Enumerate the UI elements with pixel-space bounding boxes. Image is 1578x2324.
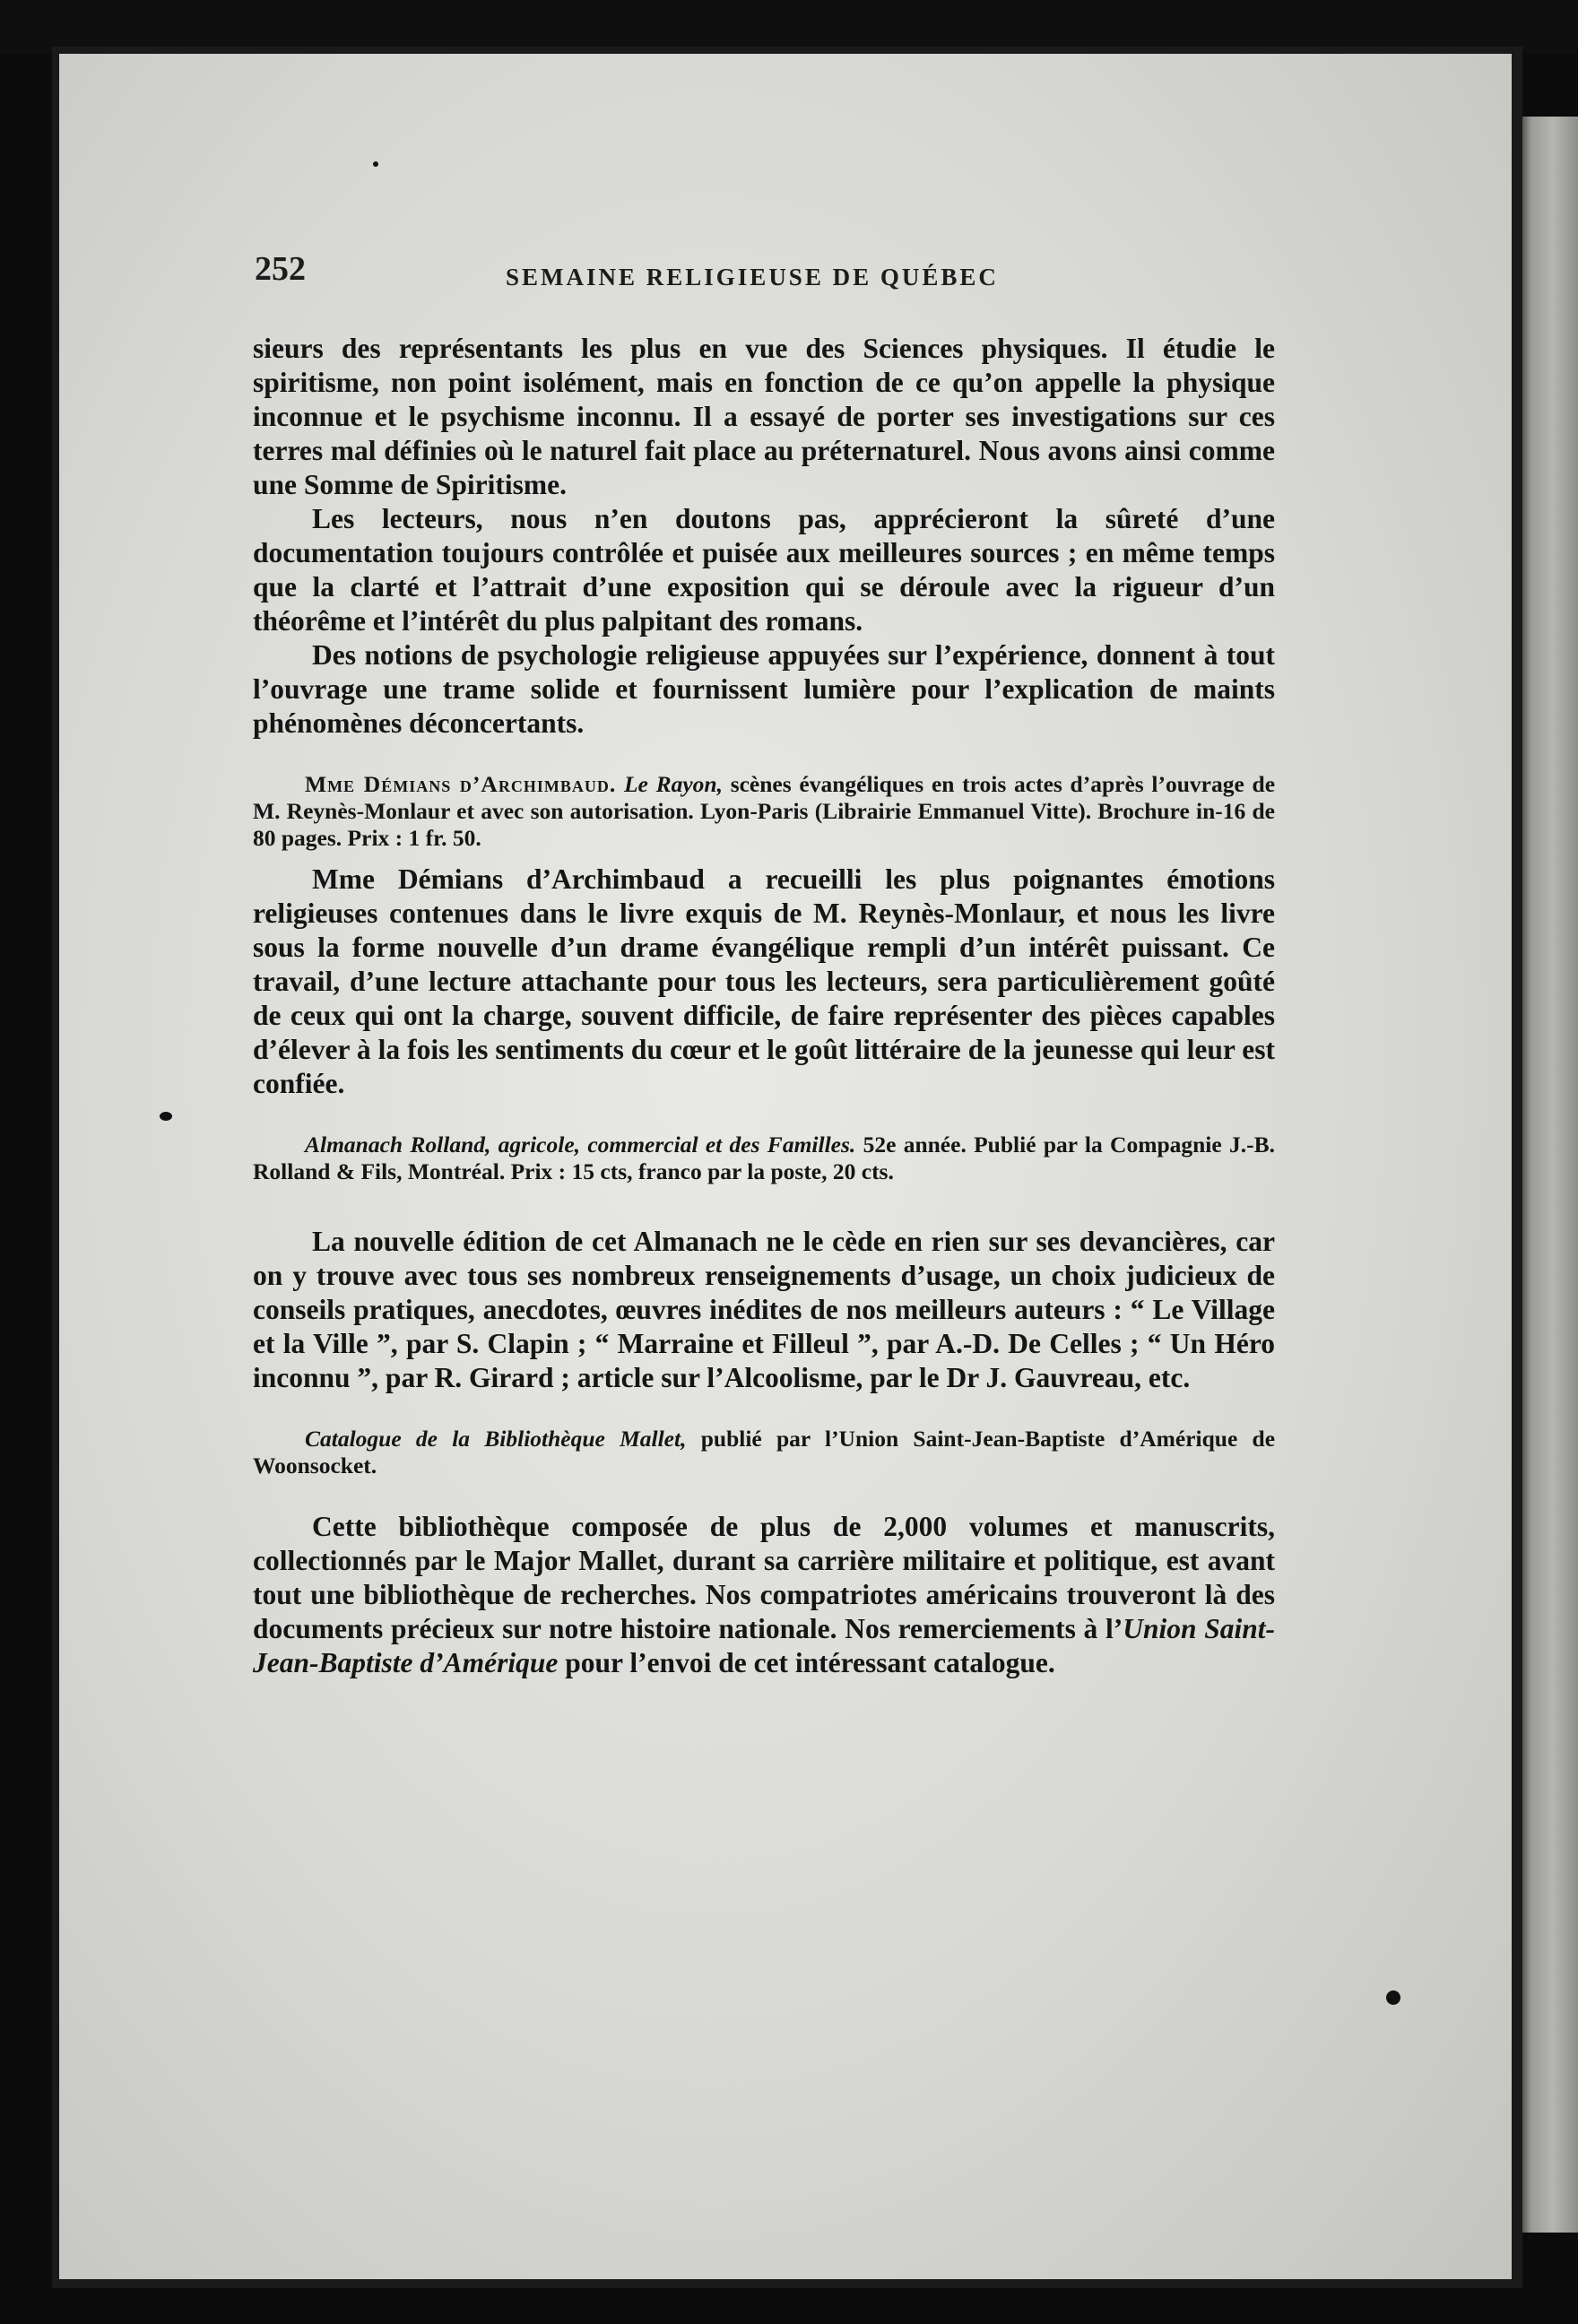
notice-2-title: Almanach Rolland, agricole, commercial et des Familles.: [305, 1132, 856, 1158]
notice-2-details: 52e année. Publié par la Compagnie J.-B. Rolland & Fils, Montréal. Prix : 15 cts, franco par la poste, 20 cts.: [253, 1132, 1275, 1184]
running-title: SEMAINE RELIGIEUSE DE QUÉBEC: [506, 264, 999, 290]
paragraph-3: Des notions de psychologie religieuse appuyées sur l’expérience, donnent à tout l’ouvrage une trame solide et fournissent lumière pour l’explication de maints phénomènes déconcertants.: [253, 639, 1275, 739]
page-header: [255, 249, 1331, 321]
adjacent-page-edge: [1515, 117, 1578, 2233]
paragraph-2: Les lecteurs, nous n’en doutons pas, apprécieront la sûreté d’une documentation toujours contrôlée et puisée aux meilleures sources ; en même temps que la clarté et l’attrait d’une exposition qui se déroule avec la rigueur d’un théorême et l’intérêt du plus palpitant des romans.: [253, 503, 1275, 637]
notice-1-author: Mme Démians d’Archimbaud.: [305, 771, 617, 797]
notice-3-title: Catalogue de la Bibliothèque Mallet,: [305, 1426, 687, 1452]
paragraph-6-italic: Union Saint-Jean-Baptiste d’Amérique: [253, 1613, 1276, 1678]
paragraph-6-text: Cette bibliothèque composée de plus de 2,000 volumes et manuscrits, collectionnés par le Major Mallet, durant sa carrière militaire et politique, est avant tout une bibliothèque de recherches. Nos compatriotes américains trouveront là des documents précieux sur notre histoire nationale. Nos remerciements à l’: [253, 1511, 1275, 1644]
paragraph-6: [253, 1510, 1275, 1680]
book-notice-1: [253, 771, 1275, 852]
document-page: [59, 54, 1512, 2279]
paragraph-1: sieurs des représentants les plus en vue des Sciences physiques. Il étudie le spiritisme, non point isolément, mais en fonction de ce qu’on appelle la physique inconnue et le psychisme inconnu. Il a essayé de porter ses investigations sur ces terres mal définies où le naturel fait place au préternaturel. Nous avons ainsi comme une Somme de Spiritisme.: [253, 333, 1275, 500]
book-notice-3: [253, 1426, 1275, 1479]
paragraph-5: La nouvelle édition de cet Almanach ne le cède en rien sur ses devancières, car on y trouve avec tous ses nombreux renseignements d’usage, un choix judicieux de conseils pratiques, anecdotes, œuvres inédites de nos meilleurs auteurs : “ Le Village et la Ville ”, par S. Clapin ; “ Marraine et Filleul ”, par A.-D. De Celles ; “ Un Héro inconnu ”, par R. Girard ; article sur l’Alcoolisme, par le Dr J. Gauvreau, etc.: [253, 1226, 1275, 1393]
notice-3-details: publié par l’Union Saint-Jean-Baptiste d’Amérique de Woonsocket.: [253, 1426, 1276, 1479]
notice-1-details: scènes évangéliques en trois actes d’après l’ouvrage de M. Reynès-Monlaur et avec son autorisation. Lyon-Paris (Librairie Emmanuel Vitte). Brochure in-16 de 80 pages. Prix : 1 fr. 50.: [253, 771, 1276, 851]
page-number: 252: [255, 250, 306, 288]
paragraph-6-tail: pour l’envoi de cet intéressant catalogue.: [558, 1647, 1055, 1678]
film-frame-top: [0, 0, 1578, 54]
page-body: [253, 332, 1275, 1680]
book-notice-2: [253, 1132, 1275, 1185]
paragraph-4: Mme Démians d’Archimbaud a recueilli les plus poignantes émotions religieuses contenues dans le livre exquis de M. Reynès-Monlaur, et nous les livre sous la forme nouvelle d’un drame évangélique rempli d’un intérêt puissant. Ce travail, d’une lecture attachante pour tous les lecteurs, sera particulièrement goûté de ceux qui ont la charge, souvent difficile, de faire représenter des pièces capables d’élever à la fois les sentiments du cœur et le goût littéraire de la jeunesse qui leur est confiée.: [253, 863, 1275, 1099]
notice-1-title: Le Rayon,: [623, 771, 723, 797]
